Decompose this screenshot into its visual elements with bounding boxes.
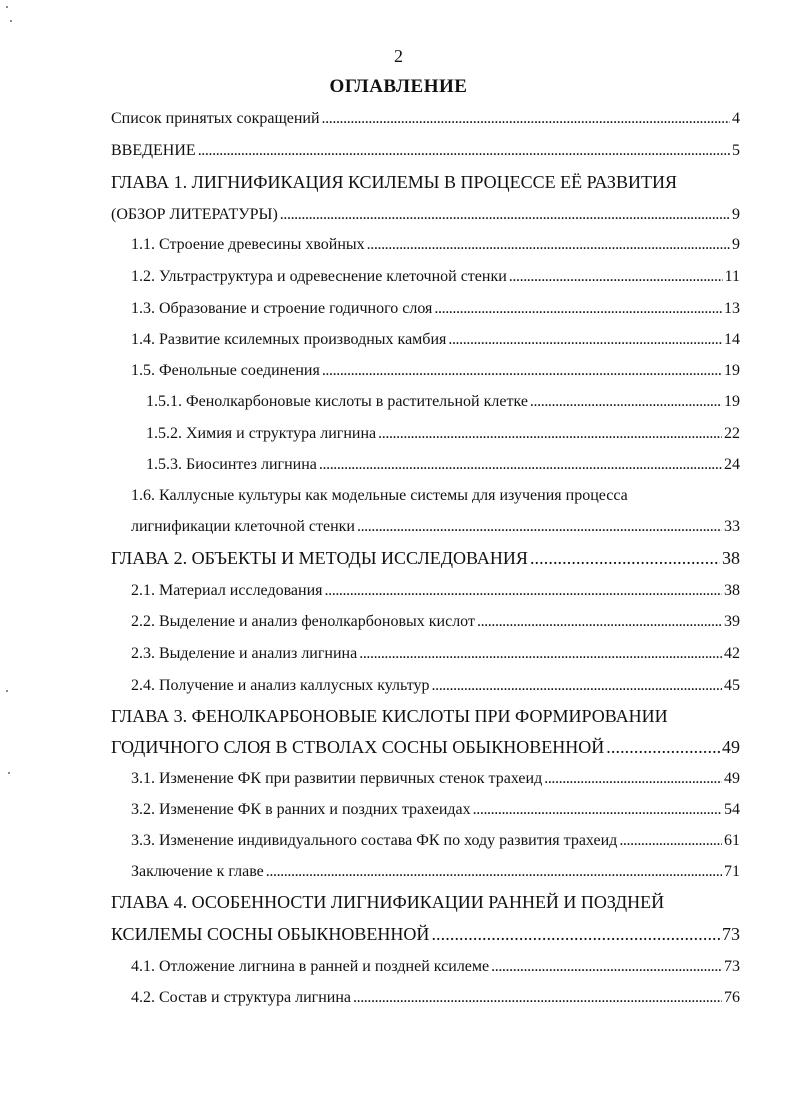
toc-entry-page: 5 bbox=[732, 142, 740, 159]
toc-entry-label: 2.3. Выделение и анализ лигнина bbox=[131, 645, 358, 662]
toc-entry-label: 4.1. Отложение лигнина в ранней и поздней ксилеме bbox=[131, 958, 490, 975]
leader-dots bbox=[530, 548, 720, 569]
toc-entry-page: 38 bbox=[724, 582, 740, 599]
leader-dots bbox=[325, 582, 722, 600]
leader-dots bbox=[359, 645, 722, 663]
toc-entry-chapter-3-conclusion[interactable] bbox=[131, 863, 740, 881]
toc-entry-2-3[interactable] bbox=[131, 645, 740, 663]
leader-dots bbox=[322, 110, 730, 128]
toc-entry-4-1[interactable] bbox=[131, 958, 740, 976]
toc-entry-page: 42 bbox=[724, 645, 740, 662]
toc-entry-label: Заключение к главе bbox=[131, 863, 264, 880]
leader-dots bbox=[280, 206, 730, 224]
toc-entry-label: ВВЕДЕНИЕ bbox=[111, 142, 196, 159]
toc-entry-label: 1.4. Развитие ксилемных производных камбия bbox=[131, 331, 447, 348]
toc-entry-page: 61 bbox=[724, 832, 740, 849]
toc-entry-page: 13 bbox=[724, 300, 740, 317]
leader-dots bbox=[473, 801, 722, 819]
toc-entry-page: 22 bbox=[724, 425, 740, 442]
leader-dots bbox=[322, 362, 722, 380]
toc-entry-label: 4.2. Состав и структура лигнина bbox=[131, 989, 351, 1006]
leader-dots bbox=[432, 677, 723, 695]
toc-entry-page: 19 bbox=[724, 362, 740, 379]
leader-dots bbox=[367, 236, 730, 254]
scan-speck bbox=[6, 6, 8, 8]
toc-entry-label: 1.5.1. Фенолкарбоновые кислоты в растительной клетке bbox=[146, 393, 528, 410]
toc-entry-2-4[interactable] bbox=[131, 677, 740, 695]
toc-entry-page: 14 bbox=[724, 331, 740, 348]
toc-entry-1-6[interactable] bbox=[131, 518, 740, 536]
toc-entry-1-5-2[interactable] bbox=[146, 425, 740, 443]
toc-entry-page: 76 bbox=[724, 989, 740, 1006]
toc-entry-3-3[interactable] bbox=[131, 832, 740, 850]
page-number: 2 bbox=[394, 46, 403, 66]
toc-entry-1-6-line1: 1.6. Каллусные культуры как модельные системы для изучения процесса bbox=[131, 487, 628, 504]
scan-speck bbox=[6, 690, 8, 692]
toc-entry-1-5-3[interactable] bbox=[146, 456, 740, 474]
leader-dots bbox=[378, 425, 722, 443]
toc-entry-label: лигнификации клеточной стенки bbox=[131, 518, 355, 535]
toc-entry-page: 39 bbox=[724, 613, 740, 630]
toc-entry-label: 2.2. Выделение и анализ фенолкарбоновых кислот bbox=[131, 613, 475, 630]
toc-entry-page: 49 bbox=[722, 737, 740, 757]
leader-dots bbox=[509, 268, 723, 286]
toc-entry-label: ГЛАВА 2. ОБЪЕКТЫ И МЕТОДЫ ИССЛЕДОВАНИЯ bbox=[111, 548, 528, 568]
toc-entry-chapter-3-line1: ГЛАВА 3. ФЕНОЛКАРБОНОВЫЕ КИСЛОТЫ ПРИ ФОРМИРОВАНИИ bbox=[111, 706, 668, 726]
toc-entry-page: 11 bbox=[724, 268, 740, 285]
toc-entry-label: ГОДИЧНОГО СЛОЯ В СТВОЛАХ СОСНЫ ОБЫКНОВЕННОЙ bbox=[111, 737, 605, 757]
toc-entry-2-2[interactable] bbox=[131, 613, 740, 631]
toc-entry-page: 73 bbox=[722, 924, 740, 944]
leader-dots bbox=[448, 331, 722, 349]
toc-title: ОГЛАВЛЕНИЕ bbox=[329, 76, 468, 97]
leader-dots bbox=[198, 142, 730, 160]
toc-entry-chapter-4-line1: ГЛАВА 4. ОСОБЕННОСТИ ЛИГНИФИКАЦИИ РАННЕЙ И ПОЗДНЕЙ bbox=[111, 892, 665, 912]
toc-entry-label: 1.5.2. Химия и структура лигнина bbox=[146, 425, 377, 442]
toc-entry-page: 19 bbox=[724, 393, 740, 410]
toc-entry-label: 1.5.3. Биосинтез лигнина bbox=[146, 456, 317, 473]
toc-entry-page: 45 bbox=[724, 677, 740, 694]
toc-entry-abbreviations[interactable] bbox=[111, 110, 740, 128]
toc-entry-page: 49 bbox=[724, 770, 740, 787]
toc-entry-1-5[interactable] bbox=[131, 362, 740, 380]
leader-dots bbox=[357, 518, 722, 536]
leader-dots bbox=[266, 863, 722, 881]
leader-dots bbox=[434, 300, 722, 318]
toc-entry-label: КСИЛЕМЫ СОСНЫ ОБЫКНОВЕННОЙ bbox=[111, 924, 430, 944]
toc-entry-3-2[interactable] bbox=[131, 801, 740, 819]
toc-entry-label: 2.1. Материал исследования bbox=[131, 582, 323, 599]
toc-entry-chapter-3[interactable] bbox=[111, 737, 740, 758]
toc-entry-page: 71 bbox=[724, 863, 740, 880]
toc-entry-page: 38 bbox=[722, 548, 740, 568]
toc-entry-page: 24 bbox=[724, 456, 740, 473]
toc-entry-3-1[interactable] bbox=[131, 770, 740, 788]
toc-entry-page: 54 bbox=[724, 801, 740, 818]
toc-entry-label: 3.1. Изменение ФК при развитии первичных стенок трахеид bbox=[131, 770, 543, 787]
toc-entry-chapter-4[interactable] bbox=[111, 924, 740, 945]
toc-entry-page: 9 bbox=[732, 206, 740, 223]
leader-dots bbox=[619, 832, 722, 850]
scan-speck bbox=[8, 772, 10, 774]
toc-entry-label: 3.3. Изменение индивидуального состава ФК по ходу развития трахеид bbox=[131, 832, 618, 849]
toc-entry-label: 2.4. Получение и анализ каллусных культур bbox=[131, 677, 430, 694]
scan-speck bbox=[10, 20, 12, 22]
toc-entry-4-2[interactable] bbox=[131, 989, 740, 1007]
toc-entry-1-2[interactable] bbox=[131, 268, 740, 286]
toc-entry-label: 1.3. Образование и строение годичного слоя bbox=[131, 300, 433, 317]
toc-entry-1-4[interactable] bbox=[131, 331, 740, 349]
leader-dots bbox=[319, 456, 722, 474]
toc-entry-1-5-1[interactable] bbox=[146, 393, 740, 411]
toc-entry-label: 1.2. Ультраструктура и одревеснение клеточной стенки bbox=[131, 268, 507, 285]
leader-dots bbox=[544, 770, 722, 788]
leader-dots bbox=[353, 989, 722, 1007]
leader-dots bbox=[431, 924, 720, 945]
toc-entry-chapter-2[interactable] bbox=[111, 548, 740, 569]
toc-entry-label: 3.2. Изменение ФК в ранних и поздних трахеидах bbox=[131, 801, 471, 818]
toc-entry-page: 73 bbox=[724, 958, 740, 975]
toc-entry-1-1[interactable] bbox=[131, 236, 740, 254]
toc-entry-introduction[interactable] bbox=[111, 142, 740, 160]
toc-entry-chapter-1[interactable] bbox=[111, 206, 740, 224]
toc-entry-2-1[interactable] bbox=[131, 582, 740, 600]
toc-entry-page: 4 bbox=[732, 110, 740, 127]
toc-entry-label: 1.1. Строение древесины хвойных bbox=[131, 236, 365, 253]
toc-entry-label: Список принятых сокращений bbox=[111, 110, 320, 127]
leader-dots bbox=[606, 737, 720, 758]
leader-dots bbox=[491, 958, 722, 976]
toc-entry-page: 9 bbox=[732, 236, 740, 253]
leader-dots bbox=[477, 613, 722, 631]
toc-entry-1-3[interactable] bbox=[131, 300, 740, 318]
leader-dots bbox=[530, 393, 722, 411]
toc-entry-page: 33 bbox=[724, 518, 740, 535]
toc-entry-label: 1.5. Фенольные соединения bbox=[131, 362, 320, 379]
toc-entry-label: (ОБЗОР ЛИТЕРАТУРЫ) bbox=[111, 206, 278, 223]
toc-entry-chapter-1-line1: ГЛАВА 1. ЛИГНИФИКАЦИЯ КСИЛЕМЫ В ПРОЦЕССЕ ЕЁ РАЗВИТИЯ bbox=[111, 172, 677, 192]
